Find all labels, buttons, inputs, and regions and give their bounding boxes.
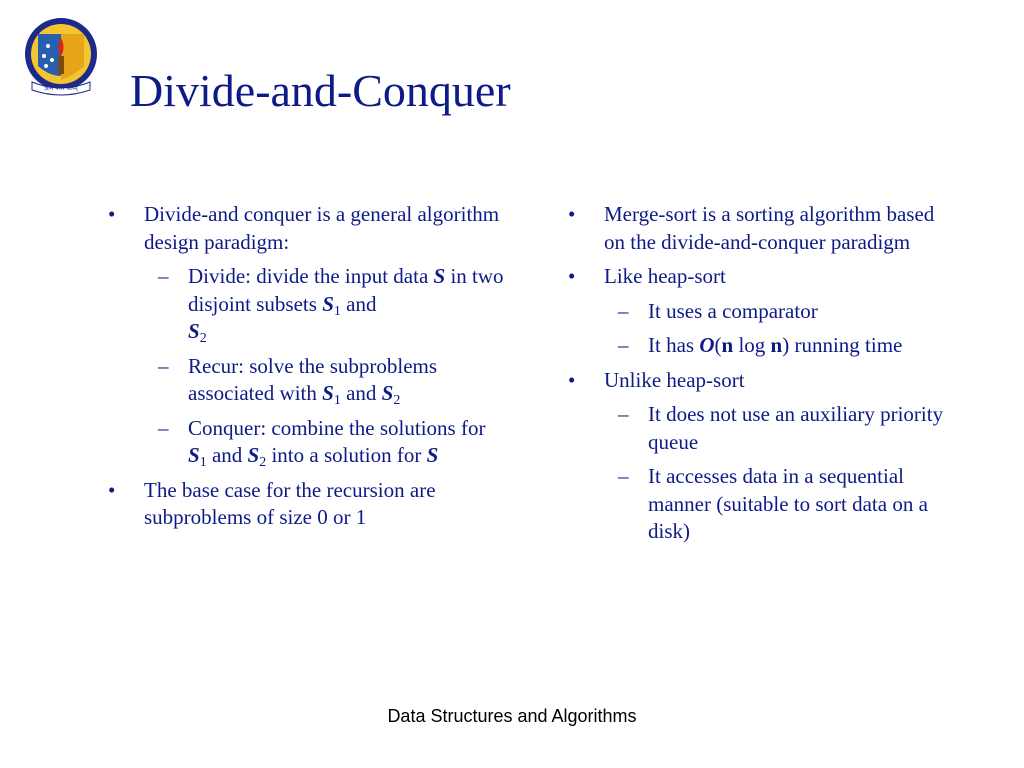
bullet-unlike-heap-sort: • Unlike heap-sort – It does not use an auxiliary priority queue – It accesses data in a sequential manner (suitable to sort data on a disk) (568, 367, 958, 546)
logo-motto: ज्ञानं परमं बलम् (44, 85, 78, 92)
sub-bullet-no-priority-queue: – It does not use an auxiliary priority queue (604, 401, 958, 456)
bullet-base-case: • The base case for the recursion are subproblems of size 0 or 1 (108, 477, 508, 532)
sub-bullet-comparator: – It uses a comparator (604, 298, 958, 326)
sub-bullet-recur: – Recur: solve the subproblems associated with $S_1$ and $S_2$ (144, 353, 508, 408)
sub-bullet-running-time: – It has O(n log n) running time (604, 332, 958, 360)
bullet-merge-sort: • Merge-sort is a sorting algorithm based on the divide-and-conquer paradigm (568, 201, 958, 256)
bullet-divide-and-conquer: • Divide-and conquer is a general algorithm design paradigm: – Divide: divide the input data S in two disjoint subsets $S_1$ and $S_2$ – Recur: solve the subproblems associated with $S_1$ and $S_2$ – Conquer: combine the solutions for $S_1$ and $S_2$ into a solution for S (108, 201, 508, 470)
sub-bullet-divide: – Divide: divide the input data S in two disjoint subsets $S_1$ and $S_2$ (144, 263, 508, 346)
sub-bullet-conquer: – Conquer: combine the solutions for $S_1$ and $S_2$ into a solution for S (144, 415, 508, 470)
left-column (108, 201, 508, 539)
bullet-like-heap-sort: • Like heap-sort – It uses a comparator – It has O(n log n) running time (568, 263, 958, 360)
institute-logo (18, 16, 104, 100)
slide-footer: Data Structures and Algorithms (387, 706, 637, 726)
slide-title: Divide-and-Conquer (130, 65, 511, 116)
right-column (568, 201, 958, 553)
sub-bullet-sequential-access: – It accesses data in a sequential manner (suitable to sort data on a disk) (604, 463, 958, 546)
